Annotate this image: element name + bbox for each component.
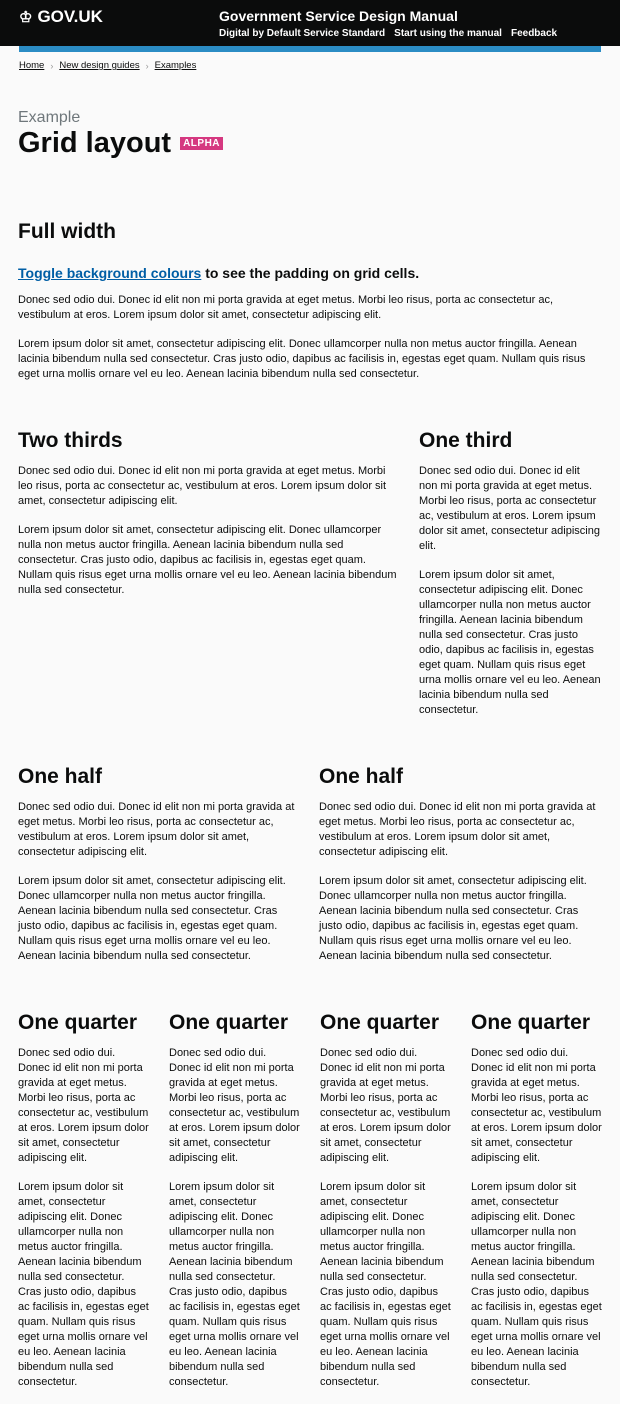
section-heading: Two thirds xyxy=(18,429,123,452)
paragraph: Donec sed odio dui. Donec id elit non mi porta gravida at eget metus. Morbi leo risus, porta ac consectetur ac, vestibulum at eros. Lorem ipsum dolor sit amet, consectetur adipiscing elit. xyxy=(18,294,554,321)
paragraph: Lorem ipsum dolor sit amet, consectetur adipiscing elit. Donec ullamcorper nulla non metus auctor fringilla. Aenean lacinia bibendum nulla sed consectetur. Cras justo odio, dapibus ac facilisis in, egestas eget quam. Nullam quis risus eget urna mollis ornare vel eu leo. Aenean lacinia bibendum nulla sed consectetur. xyxy=(471,1181,602,1388)
section-heading: One half xyxy=(319,765,404,788)
crown-icon: ♔ xyxy=(19,9,33,26)
paragraph: Donec sed odio dui. Donec id elit non mi porta gravida at eget metus. Morbi leo risus, porta ac consectetur ac, vestibulum at eros. Lorem ipsum dolor sit amet, consectetur adipiscing elit. xyxy=(18,1047,149,1164)
toggle-background-link[interactable]: Toggle background colours xyxy=(18,265,202,281)
breadcrumb-home[interactable]: Home xyxy=(19,60,45,71)
section-heading: One half xyxy=(18,765,103,788)
header-accent-bar xyxy=(19,46,601,52)
chevron-right-icon: › xyxy=(145,60,149,71)
paragraph: Donec sed odio dui. Donec id elit non mi porta gravida at eget metus. Morbi leo risus, porta ac consectetur ac, vestibulum at eros. Lorem ipsum dolor sit amet, consectetur adipiscing elit. xyxy=(18,465,387,507)
site-header xyxy=(0,0,620,46)
page-title: Grid layout xyxy=(18,127,172,159)
chevron-right-icon: › xyxy=(50,60,54,71)
toggle-hint: to see the padding on grid cells. xyxy=(201,265,420,281)
section-heading: One quarter xyxy=(471,1011,591,1034)
paragraph: Lorem ipsum dolor sit amet, consectetur adipiscing elit. Donec ullamcorper nulla non metus auctor fringilla. Aenean lacinia bibendum nulla sed consectetur. Cras justo odio, dapibus ac facilisis in, egestas eget quam. Nullam quis risus eget urna mollis ornare vel eu leo. Aenean lacinia bibendum nulla sed consectetur. xyxy=(169,1181,300,1388)
paragraph: Lorem ipsum dolor sit amet, consectetur adipiscing elit. Donec ullamcorper nulla non metus auctor fringilla. Aenean lacinia bibendum nulla sed consectetur. Cras justo odio, dapibus ac facilisis in, egestas eget quam. Nullam quis risus eget urna mollis ornare vel eu leo. Aenean lacinia bibendum nulla sed consectetur. xyxy=(18,875,286,962)
paragraph: Lorem ipsum dolor sit amet, consectetur adipiscing elit. Donec ullamcorper nulla non metus auctor fringilla. Aenean lacinia bibendum nulla sed consectetur. Cras justo odio, dapibus ac facilisis in, egestas eget quam. Nullam quis risus eget urna mollis ornare vel eu leo. Aenean lacinia bibendum nulla sed consectetur. xyxy=(419,569,601,716)
paragraph: Lorem ipsum dolor sit amet, consectetur adipiscing elit. Donec ullamcorper nulla non metus auctor fringilla. Aenean lacinia bibendum nulla sed consectetur. Cras justo odio, dapibus ac facilisis in, egestas eget quam. Nullam quis risus eget urna mollis ornare vel eu leo. Aenean lacinia bibendum nulla sed consectetur. xyxy=(320,1181,451,1388)
section-heading: One quarter xyxy=(320,1011,440,1034)
breadcrumb-examples[interactable]: Examples xyxy=(154,60,197,71)
paragraph: Donec sed odio dui. Donec id elit non mi porta gravida at eget metus. Morbi leo risus, porta ac consectetur ac, vestibulum at eros. Lorem ipsum dolor sit amet, consectetur adipiscing elit. xyxy=(319,801,596,858)
paragraph: Lorem ipsum dolor sit amet, consectetur adipiscing elit. Donec ullamcorper nulla non metus auctor fringilla. Aenean lacinia bibendum nulla sed consectetur. Cras justo odio, dapibus ac facilisis in, egestas eget quam. Nullam quis risus eget urna mollis ornare vel eu leo. Aenean lacinia bibendum nulla sed consectetur. xyxy=(18,338,586,380)
paragraph: Donec sed odio dui. Donec id elit non mi porta gravida at eget metus. Morbi leo risus, porta ac consectetur ac, vestibulum at eros. Lorem ipsum dolor sit amet, consectetur adipiscing elit. xyxy=(18,801,295,858)
paragraph: Lorem ipsum dolor sit amet, consectetur adipiscing elit. Donec ullamcorper nulla non metus auctor fringilla. Aenean lacinia bibendum nulla sed consectetur. Cras justo odio, dapibus ac facilisis in, egestas eget quam. Nullam quis risus eget urna mollis ornare vel eu leo. Aenean lacinia bibendum nulla sed consectetur. xyxy=(319,875,587,962)
govuk-logo[interactable]: ♔ GOV.UK xyxy=(19,7,103,26)
section-heading: One quarter xyxy=(169,1011,289,1034)
nav-start-using[interactable]: Start using the manual xyxy=(394,28,502,39)
two-thirds-section xyxy=(18,428,602,732)
header-nav xyxy=(219,28,557,39)
breadcrumb xyxy=(19,60,601,71)
section-heading: One quarter xyxy=(18,1011,138,1034)
section-heading: One third xyxy=(419,429,513,452)
manual-title[interactable]: Government Service Design Manual xyxy=(219,8,458,24)
page-caption: Example xyxy=(18,109,81,126)
halves-section xyxy=(18,764,602,978)
quarters-section xyxy=(18,1010,602,1404)
paragraph: Donec sed odio dui. Donec id elit non mi porta gravida at eget metus. Morbi leo risus, porta ac consectetur ac, vestibulum at eros. Lorem ipsum dolor sit amet, consectetur adipiscing elit. xyxy=(320,1047,451,1164)
paragraph: Donec sed odio dui. Donec id elit non mi porta gravida at eget metus. Morbi leo risus, porta ac consectetur ac, vestibulum at eros. Lorem ipsum dolor sit amet, consectetur adipiscing elit. xyxy=(169,1047,300,1164)
section-heading: Full width xyxy=(18,220,116,243)
breadcrumb-design-guides[interactable]: New design guides xyxy=(59,60,140,71)
paragraph: Donec sed odio dui. Donec id elit non mi porta gravida at eget metus. Morbi leo risus, porta ac consectetur ac, vestibulum at eros. Lorem ipsum dolor sit amet, consectetur adipiscing elit. xyxy=(419,465,600,552)
nav-service-standard[interactable]: Digital by Default Service Standard xyxy=(219,28,386,39)
nav-feedback[interactable]: Feedback xyxy=(510,28,558,39)
paragraph: Lorem ipsum dolor sit amet, consectetur adipiscing elit. Donec ullamcorper nulla non metus auctor fringilla. Aenean lacinia bibendum nulla sed consectetur. Cras justo odio, dapibus ac facilisis in, egestas eget quam. Nullam quis risus eget urna mollis ornare vel eu leo. Aenean lacinia bibendum nulla sed consectetur. xyxy=(18,524,397,596)
full-width-section xyxy=(18,219,602,396)
alpha-badge: ALPHA xyxy=(180,137,223,150)
paragraph: Donec sed odio dui. Donec id elit non mi porta gravida at eget metus. Morbi leo risus, porta ac consectetur ac, vestibulum at eros. Lorem ipsum dolor sit amet, consectetur adipiscing elit. xyxy=(471,1047,602,1164)
paragraph: Lorem ipsum dolor sit amet, consectetur adipiscing elit. Donec ullamcorper nulla non metus auctor fringilla. Aenean lacinia bibendum nulla sed consectetur. Cras justo odio, dapibus ac facilisis in, egestas eget quam. Nullam quis risus eget urna mollis ornare vel eu leo. Aenean lacinia bibendum nulla sed consectetur. xyxy=(18,1181,149,1388)
